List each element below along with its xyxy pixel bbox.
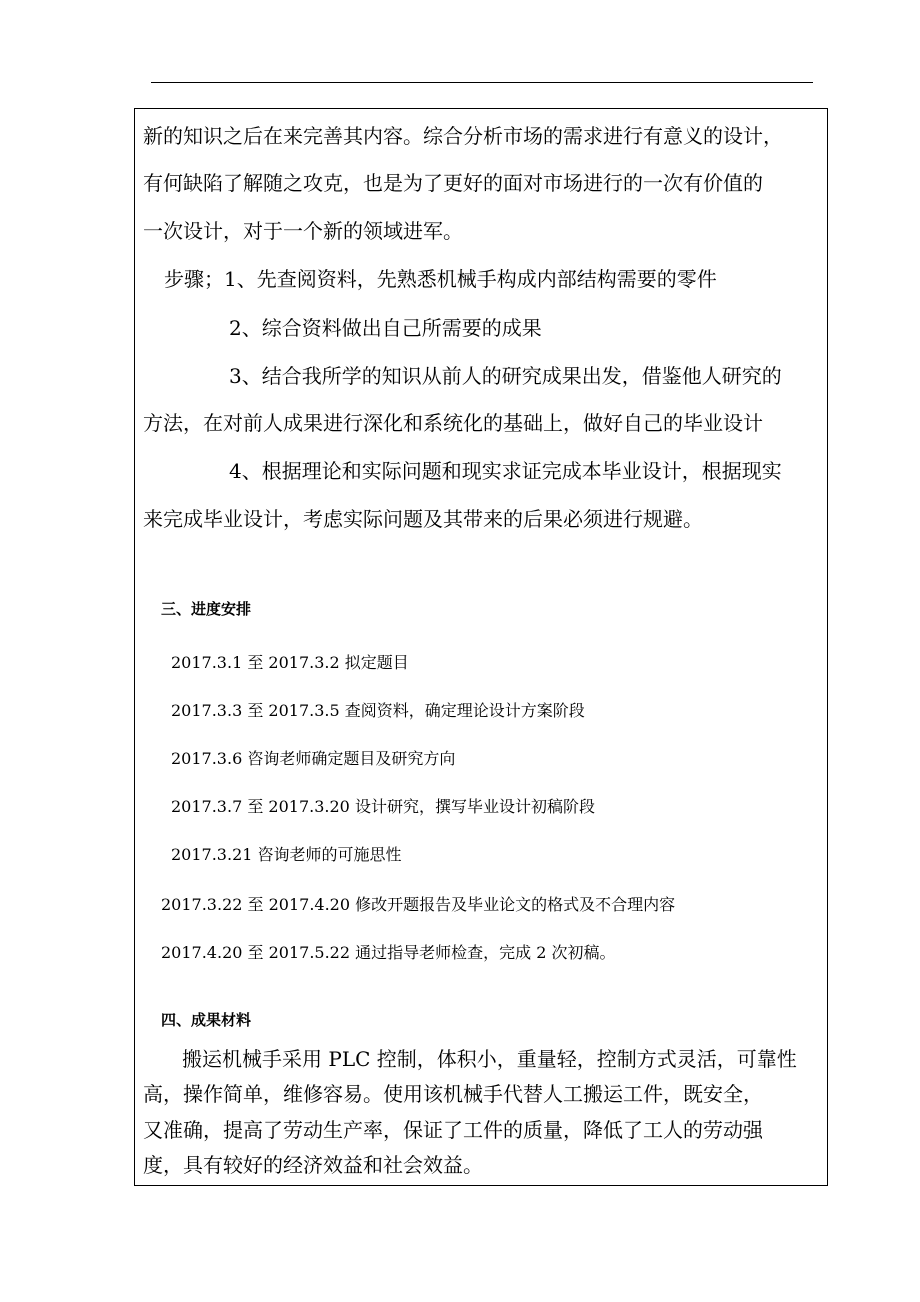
schedule-item-6: 2017.3.22 至 2017.4.20 修改开题报告及毕业论文的格式及不合理内容 [161, 895, 676, 914]
step-4-line-2: 来完成毕业设计，考虑实际问题及其带来的后果必须进行规避。 [143, 507, 703, 531]
schedule-item-5: 2017.3.21 咨询老师的可施思性 [171, 845, 402, 864]
step-1: 步骤；1、先查阅资料，先熟悉机械手构成内部结构需要的零件 [164, 267, 717, 291]
schedule-item-2: 2017.3.3 至 2017.3.5 查阅资料，确定理论设计方案阶段 [171, 701, 585, 720]
step-3-line-2: 方法，在对前人成果进行深化和系统化的基础上，做好自己的毕业设计 [143, 411, 763, 435]
step-3-line-1: 3、结合我所学的知识从前人的研究成果出发，借鉴他人研究的 [229, 364, 782, 388]
header-rule [151, 82, 813, 83]
results-heading: 四、成果材料 [161, 1011, 252, 1029]
intro-line-1: 新的知识之后在来完善其内容。综合分析市场的需求进行有意义的设计， [143, 124, 783, 148]
schedule-item-3: 2017.3.6 咨询老师确定题目及研究方向 [171, 749, 456, 768]
schedule-heading: 三、进度安排 [161, 600, 252, 618]
step-2: 2、综合资料做出自己所需要的成果 [229, 316, 542, 340]
results-line-2: 高，操作简单，维修容易。使用该机械手代替人工搬运工件，既安全， [143, 1082, 763, 1106]
intro-line-3: 一次设计，对于一个新的领域进军。 [143, 219, 463, 243]
step-4-line-1: 4、根据理论和实际问题和现实求证完成本毕业设计，根据现实 [229, 459, 782, 483]
intro-line-2: 有何缺陷了解随之攻克，也是为了更好的面对市场进行的一次有价值的 [143, 171, 763, 195]
schedule-item-1: 2017.3.1 至 2017.3.2 拟定题目 [171, 653, 409, 672]
results-line-3: 又准确，提高了劳动生产率，保证了工件的质量，降低了工人的劳动强 [143, 1118, 763, 1142]
schedule-item-7: 2017.4.20 至 2017.5.22 通过指导老师检查，完成 2 次初稿。 [161, 943, 616, 962]
results-line-4: 度，具有较好的经济效益和社会效益。 [143, 1153, 483, 1177]
results-line-1: 搬运机械手采用 PLC 控制，体积小，重量轻，控制方式灵活，可靠性 [182, 1047, 797, 1071]
schedule-item-4: 2017.3.7 至 2017.3.20 设计研究，撰写毕业设计初稿阶段 [171, 797, 595, 816]
